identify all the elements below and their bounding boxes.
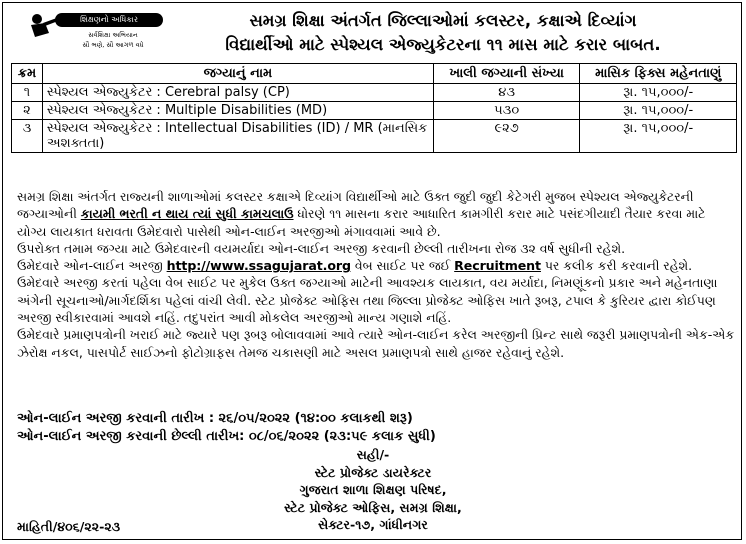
paragraph-intro bbox=[17, 188, 737, 240]
vacancy-table bbox=[11, 63, 737, 153]
table-header-row bbox=[12, 64, 737, 84]
header-name: જગ્યાનું નામ bbox=[42, 64, 433, 84]
logo-line2: સૌ ભણે, સૌ આગળ વધે bbox=[82, 41, 144, 49]
paragraph-verification: ઉમેદવારે પ્રમાણપત્રોની ખરાઈ માટે જ્યારે પણ રૂબરૂ બોલાવવામાં આવે ત્યારે ઓન-લાઈન કરેલ અરજીની પ્રિન્ટ સાથે જરૂરી પ્રમાણપત્રોની એક-એક ઝેરોક્ષ નકલ, પાસપોર્ટ સાઈઝનો ફોટોગ્રાફસ તેમજ ચકાસણી માટે અસલ પ્રમાણપત્રો સાથે હાજર રહેવાનું રહેશે. bbox=[17, 327, 735, 360]
title-line1: સમગ્ર શિક્ષા અંતર્ગત જિલ્લાઓમાં કલસ્ટર, કક્ષાએ દિવ્યાંગ bbox=[249, 11, 637, 30]
table-row bbox=[12, 120, 737, 153]
notice-body bbox=[17, 188, 737, 361]
row-vacancies: ૫૩૦ bbox=[433, 102, 580, 120]
row-vacancies: ૪૩ bbox=[433, 84, 580, 102]
recruitment-link[interactable]: Recruitment bbox=[454, 258, 541, 274]
signature-block bbox=[253, 446, 493, 534]
row-sn: ૨ bbox=[12, 102, 43, 120]
application-dates bbox=[17, 410, 436, 446]
notice-frame bbox=[2, 2, 742, 540]
row-vacancies: ૯૨૭ bbox=[433, 120, 580, 153]
header bbox=[3, 3, 741, 61]
intro-emphasis: કાયમી ભરતી ન થાય ત્યાં સુધી કામચલાઉ bbox=[80, 206, 294, 222]
logo-band-text: શિક્ષણનો અધિકાર bbox=[55, 13, 163, 27]
office-address: સેક્ટર-૧૭, ગાંધીનગર bbox=[318, 517, 428, 532]
row-sn: ૩ bbox=[12, 120, 43, 153]
row-pay: રૂા. ૧૫,૦૦૦/- bbox=[580, 84, 737, 102]
table-row bbox=[12, 102, 737, 120]
signature-line: સહી/- bbox=[356, 447, 390, 462]
table-row bbox=[12, 84, 737, 102]
header-pay: માસિક ફિક્સ મહેનતાણું bbox=[580, 64, 737, 84]
reference-number: માહિતી/૪૦૬/૨૨-૨૩ bbox=[17, 519, 121, 534]
row-name: સ્પેશ્યલ એજ્યુકેટર : Intellectual Disabilities (ID) / MR (માનસિક અશક્તતા) bbox=[42, 120, 433, 153]
end-date: ઓન-લાઈન અરજી કરવાની છેલ્લી તારીખ: ૦૮/૦૬/૨૦૨૨ (૨૩:૫૯ કલાક સુધી) bbox=[17, 429, 436, 444]
apply-text-b: વેબ સાઈટ પર જઈ bbox=[350, 258, 455, 274]
row-name: સ્પેશ્યલ એજ્યુકેટર : Multiple Disabilities (MD) bbox=[42, 102, 433, 120]
row-pay: રૂા. ૧૫,૦૦૦/- bbox=[580, 120, 737, 153]
paragraph-age-limit: ઉપરોક્ત તમામ જગ્યા માટે ઉમેદવારની વયમર્યાદા ઓન-લાઈન અરજી કરવાની છેલ્લી તારીખના રોજ ૩૨ વર્ષ સુધીની રહેશે. bbox=[17, 240, 626, 256]
signatory-title: સ્ટેટ પ્રોજેક્ટ ડાયરેક્ટર bbox=[314, 464, 432, 480]
intro-text-a: સમગ્ર શિક્ષા અંતર્ગત રાજ્યની શાળાઓમાં કલસ્ટર કક્ષાએ દિવ્યાંગ વિદ્યાર્થીઓ માટે ઉક્ત જુદી જુદી કેટેગરી મુજબ સ્પેશ્યલ એજ્યુકેટરની જગ્યાઓની bbox=[17, 189, 694, 222]
header-sn: ક્રમ bbox=[12, 64, 43, 84]
organization-name: ગુજરાત શાળા શિક્ષણ પરિષદ, bbox=[299, 482, 447, 497]
apply-text-c: પર કલીક કરી કરવાની રહેશે. bbox=[540, 258, 693, 274]
row-name: સ્પેશ્યલ એજ્યુકેટર : Cerebral palsy (CP) bbox=[42, 84, 433, 102]
header-vacancies: ખાલી જગ્યાની સંખ્યા bbox=[433, 64, 580, 84]
logo-line1: સર્વશિક્ષા અભિયાન bbox=[88, 31, 138, 39]
paragraph-apply bbox=[17, 257, 737, 274]
apply-text-a: ઉમેદવારે ઓન-લાઈન અરજી bbox=[17, 258, 167, 274]
row-pay: રૂા. ૧૫,૦૦૦/- bbox=[580, 102, 737, 120]
intro-text-b: ધોરણે ૧૧ માસના કરાર આધારિત કામગીરી કરાર માટે પસંદગીયાદી તૈયાર કરવા માટે યોગ્ય લાયકાત ધરાવતા ઉમેદવારો પાસેથી ઓન-લાઈન અરજીઓ મંગાવવામાં આવે છે. bbox=[17, 206, 706, 239]
title-line2: વિદ્યાર્થીઓ માટે સ્પેશ્યલ એજ્યુકેટરના ૧૧ માસ માટે કરાર બાબત. bbox=[225, 35, 661, 54]
paragraph-instructions: ઉમેદવારે અરજી કરતાં પહેલા વેબ સાઈટ પર મુકેલ ઉક્ત જગ્યાઓ માટેની આવશ્યક લાયકાત, વય મર્યાદા, નિમણૂંકનો પ્રકાર અને મહેનતાણા અંગેની સૂચનાઓ/માર્ગદર્શિકા પહેલાં વાંચી લેવી. સ્ટેટ પ્રોજેક્ટ ઓફિસ તથા જિલ્લા પ્રોજેક્ટ ઓફિસ ખાતે રૂબરૂ, ટપાલ કે કુરિયર દ્વારા કોઈપણ અરજી સ્વીકારવામાં આવશે નહિં. તદુપરાંત આવી મોકલેલ અરજીઓ માન્ય ગણાશે નહિં. bbox=[17, 275, 718, 326]
row-sn: ૧ bbox=[12, 84, 43, 102]
website-link[interactable]: http://www.ssagujarat.org bbox=[166, 258, 351, 274]
office-name: સ્ટેટ પ્રોજેક્ટ ઓફિસ, સમગ્ર શિક્ષા, bbox=[284, 499, 462, 515]
start-date: ઓન-લાઈન અરજી કરવાની તારીખ : ૨૬/૦૫/૨૦૨૨ (૧૪:૦૦ કલાકથી શરૂ) bbox=[17, 411, 413, 426]
